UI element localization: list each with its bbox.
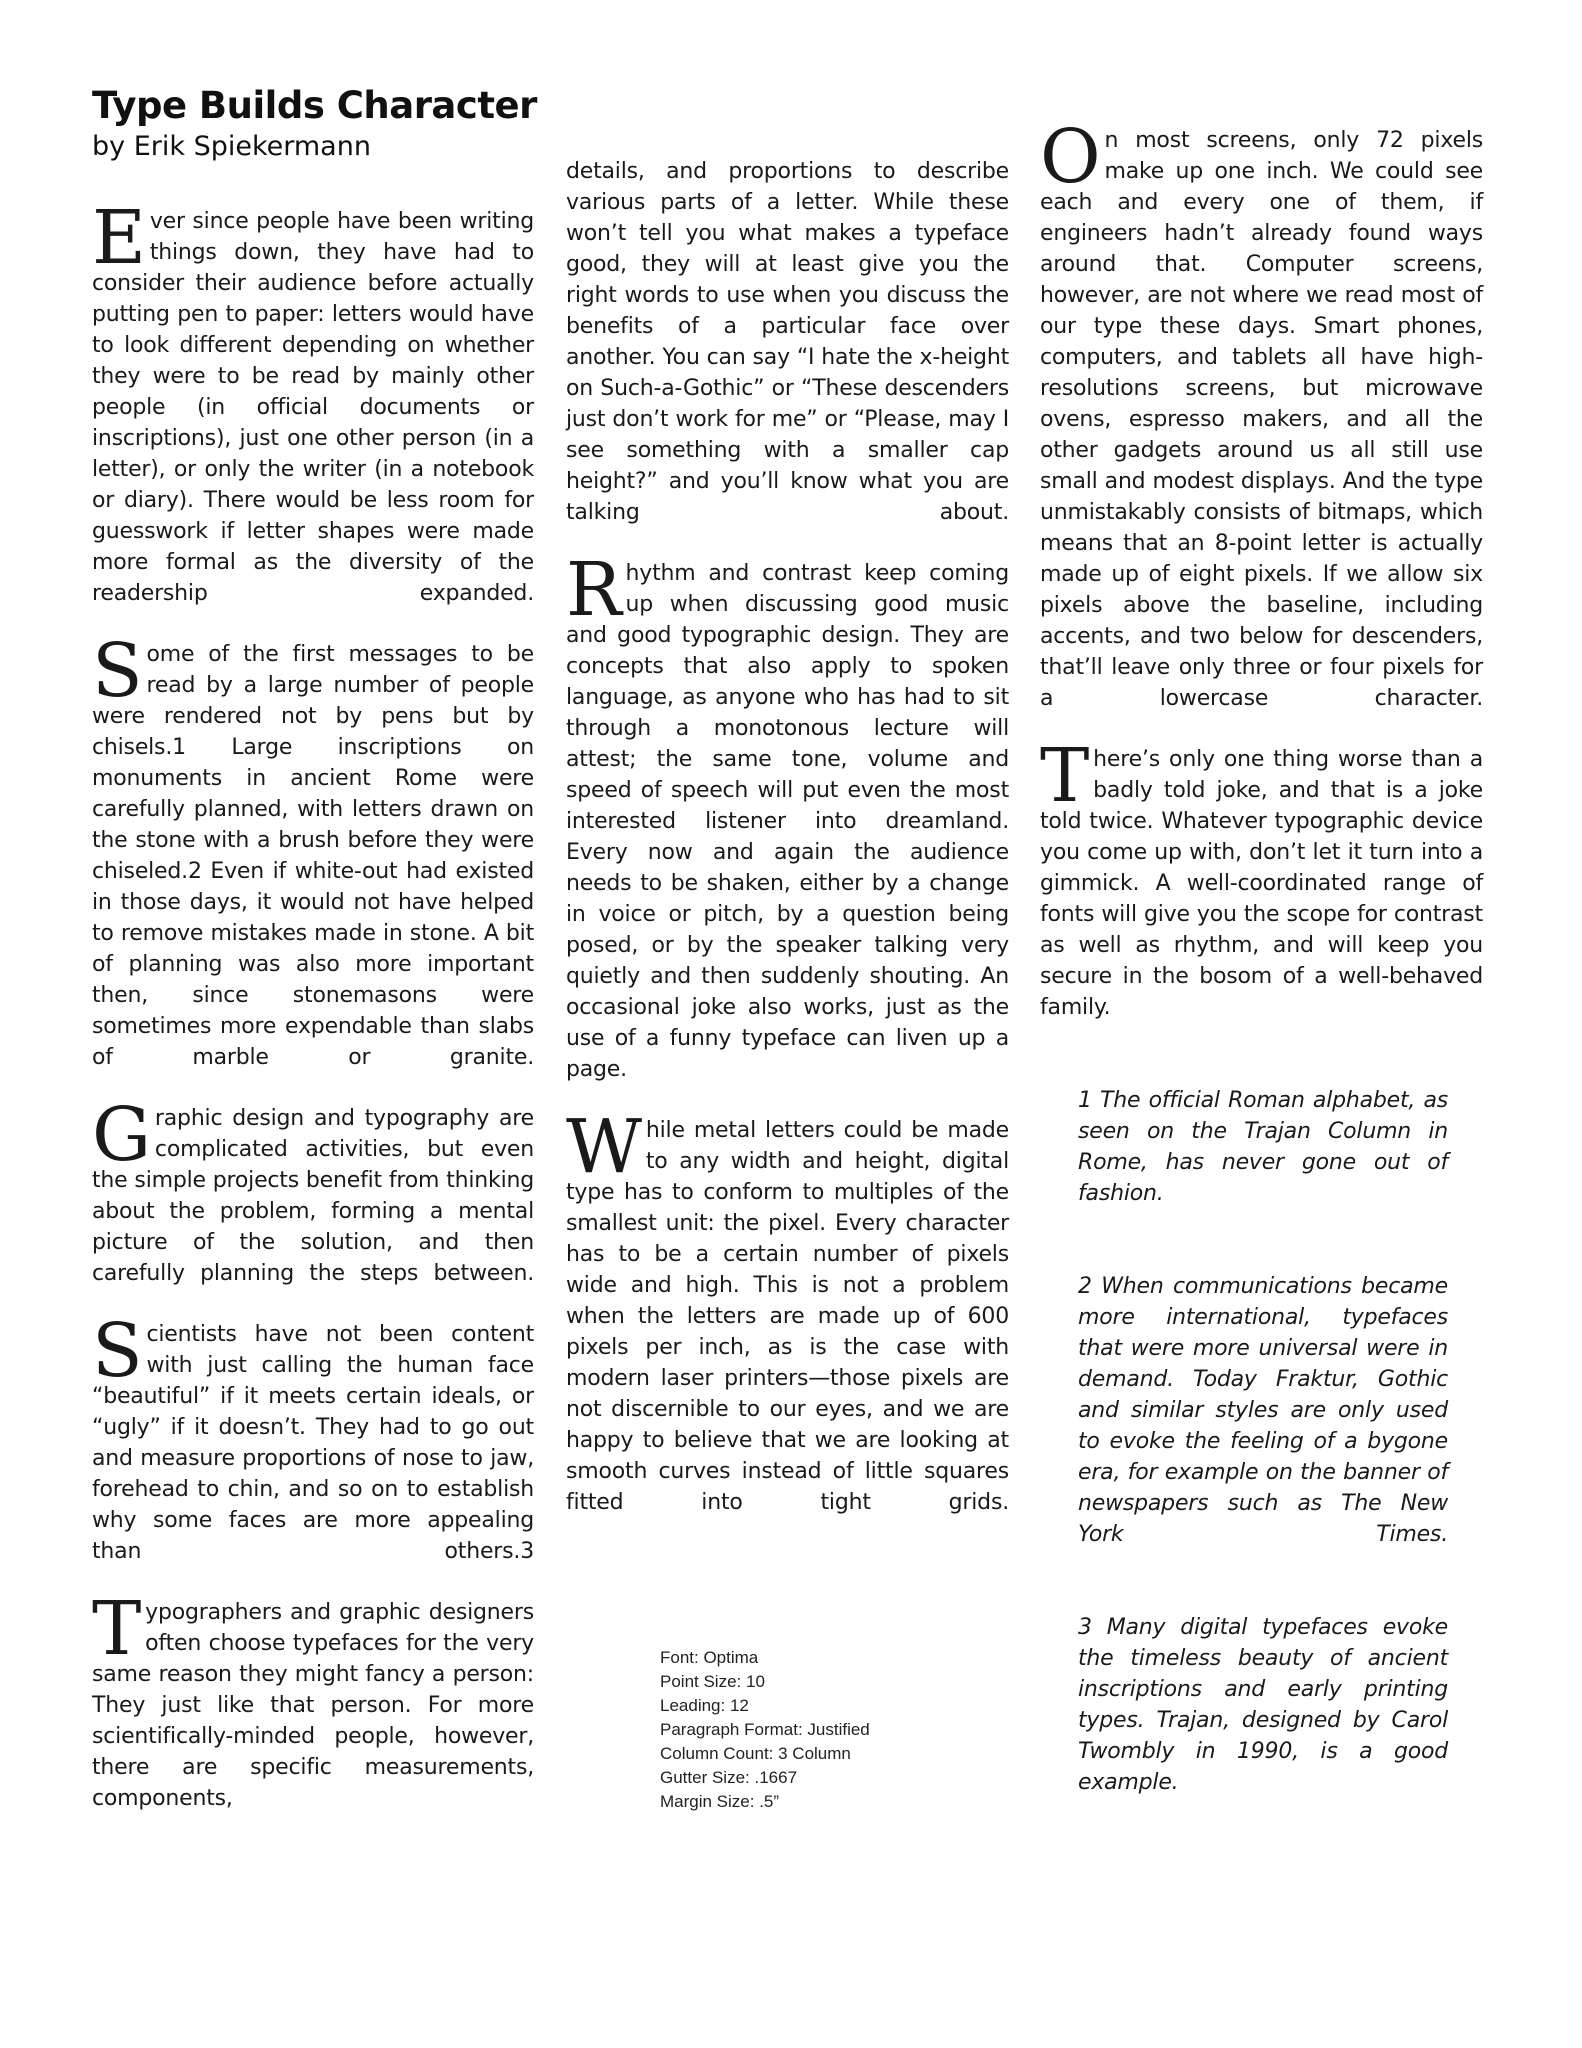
drop-cap: T xyxy=(92,1586,142,1672)
spec-line: Paragraph Format: Justified xyxy=(660,1720,870,1739)
footnotes xyxy=(1078,1085,1448,1860)
paragraph-text: details, and proportions to describe various parts of a letter. While these won’t tell you what makes a typeface good, they will at least give you the right words to use when you discuss the benefits of a particular face over another. You can say “I hate the x-height on Such-a-Gothic” or “These descenders just don’t work for me” or “Please, may I see something with a smaller cap height?” and you’ll know what you are talking about. xyxy=(566,159,1009,525)
type-specs xyxy=(660,1646,1000,1814)
spec-line: Gutter Size: .1667 xyxy=(660,1768,798,1787)
drop-cap: T xyxy=(1040,733,1090,819)
paragraph xyxy=(92,628,534,1073)
drop-cap: S xyxy=(92,628,143,714)
article-title: Type Builds Character xyxy=(92,84,537,127)
drop-cap: S xyxy=(92,1308,143,1394)
paragraph-text: cientists have not been content with just calling the human face “beautiful” if it meets certain ideals, or “ugly” if it doesn’t. They had to go out and measure proportions of nose to jaw, forehead to chin, and so on to establish why some faces are more appealing than others.3 xyxy=(92,1322,534,1564)
column-3 xyxy=(1040,114,1483,1023)
drop-cap: O xyxy=(1040,114,1101,200)
spec-line: Font: Optima xyxy=(660,1648,759,1667)
paragraph-text: n most screens, only 72 pixels make up one inch. We could see each and every one of them, if engineers hadn’t already found ways around that. Computer screens, however, are not where we read most of our type these days. Smart phones, computers, and tablets all have high-resolutions screens, but microwave ovens, espresso makers, and all the other gadgets around us all still use small and modest displays. And the type unmistakably consists of bitmaps, which means that an 8-point letter is actually made up of eight pixels. If we allow six pixels above the baseline, including accents, and two below for descenders, that’ll leave only three or four pixels for a lowercase character. xyxy=(1040,128,1483,711)
paragraph-text: hythm and contrast keep coming up when discussing good music and good typographic design. They are concepts that also apply to spoken language, as anyone who has had to sit through a monotonous lecture will attest; the same tone, volume and speed of speech will put even the most interested listener into dreamland. Every now and again the audience needs to be shaken, either by a change in voice or pitch, by a question being posed, or by the speaker talking very quietly and then suddenly shouting. An occasional joke also works, just as the use of a funny typeface can liven up a page. xyxy=(566,561,1009,1082)
column-1 xyxy=(92,195,534,1814)
paragraph-text: hile metal letters could be made to any width and height, digital type has to conform to multiples of the smallest unit: the pixel. Every character has to be a certain number of pixels wide and high. This is not a problem when the letters are made up of 600 pixels per inch, as is the case with modern laser printers—those pixels are not discernible to our eyes, and we are happy to believe that we are looking at smooth curves instead of little squares fitted into tight grids. xyxy=(566,1118,1009,1515)
footnote: 1 The official Roman alphabet, as seen on the Trajan Column in Rome, has never gone out of fashion. xyxy=(1078,1088,1448,1206)
paragraph-text: ypographers and graphic designers often choose typefaces for the very same reason they might fancy a person: They just like that person. For more scientifically-minded people, however, there are specific measurements, components, xyxy=(92,1600,534,1811)
spec-line: Column Count: 3 Column xyxy=(660,1744,851,1763)
paragraph xyxy=(1040,733,1483,1023)
paragraph xyxy=(566,1104,1009,1518)
spec-line: Margin Size: .5” xyxy=(660,1792,780,1811)
paragraph xyxy=(566,547,1009,1085)
paragraph xyxy=(92,1586,534,1814)
drop-cap: W xyxy=(566,1104,642,1190)
paragraph-text: here’s only one thing worse than a badly told joke, and that is a joke told twice. Whatever typographic device you come up with, don’t let it turn into a gimmick. A well-coordinated range of fonts will give you the scope for contrast as well as rhythm, and will keep you secure in the bosom of a well-behaved family. xyxy=(1040,747,1483,1020)
footnote: 2 When communications became more international, typefaces that were more universal were in demand. Today Fraktur, Gothic and similar styles are only used to evoke the feeling of a bygone era, for example on the banner of newspapers such as The New York Times. xyxy=(1078,1274,1448,1547)
spec-line: Leading: 12 xyxy=(660,1696,749,1715)
paragraph-text: raphic design and typography are complicated activities, but even the simple projects benefit from thinking about the problem, forming a mental picture of the solution, and then carefully planning the steps between. xyxy=(92,1106,534,1286)
paragraph xyxy=(92,195,534,609)
spec-line: Point Size: 10 xyxy=(660,1672,765,1691)
article-byline: by Erik Spiekermann xyxy=(92,131,371,162)
drop-cap: G xyxy=(92,1092,151,1178)
paragraph xyxy=(92,1092,534,1289)
drop-cap: R xyxy=(566,547,622,633)
drop-cap: E xyxy=(92,195,146,281)
paragraph-text: ome of the first messages to be read by a large number of people were rendered not by pens but by chisels.1 Large inscriptions on monuments in ancient Rome were carefully planned, with letters drawn on the stone with a brush before they were chiseled.2 Even if white-out had existed in those days, it would not have helped to remove mistakes made in stone. A bit of planning was also more important then, since stonemasons were sometimes more expendable than slabs of marble or granite. xyxy=(92,642,534,1070)
paragraph-text: ver since people have been writing things down, they have had to consider their audience before actually putting pen to paper: letters would have to look different depending on whether they were to be read by mainly other people (in official documents or inscriptions), just one other person (in a letter), or only the writer (in a notebook or diary). There would be less room for guesswork if letter shapes were made more formal as the diversity of the readership expanded. xyxy=(92,209,534,606)
column-2 xyxy=(566,156,1009,1518)
footnote: 3 Many digital typefaces evoke the timeless beauty of ancient inscriptions and early printing types. Trajan, designed by Carol Twombly in 1990, is a good example. xyxy=(1078,1615,1448,1795)
paragraph xyxy=(1040,114,1483,714)
paragraph xyxy=(566,156,1009,528)
paragraph xyxy=(92,1308,534,1567)
